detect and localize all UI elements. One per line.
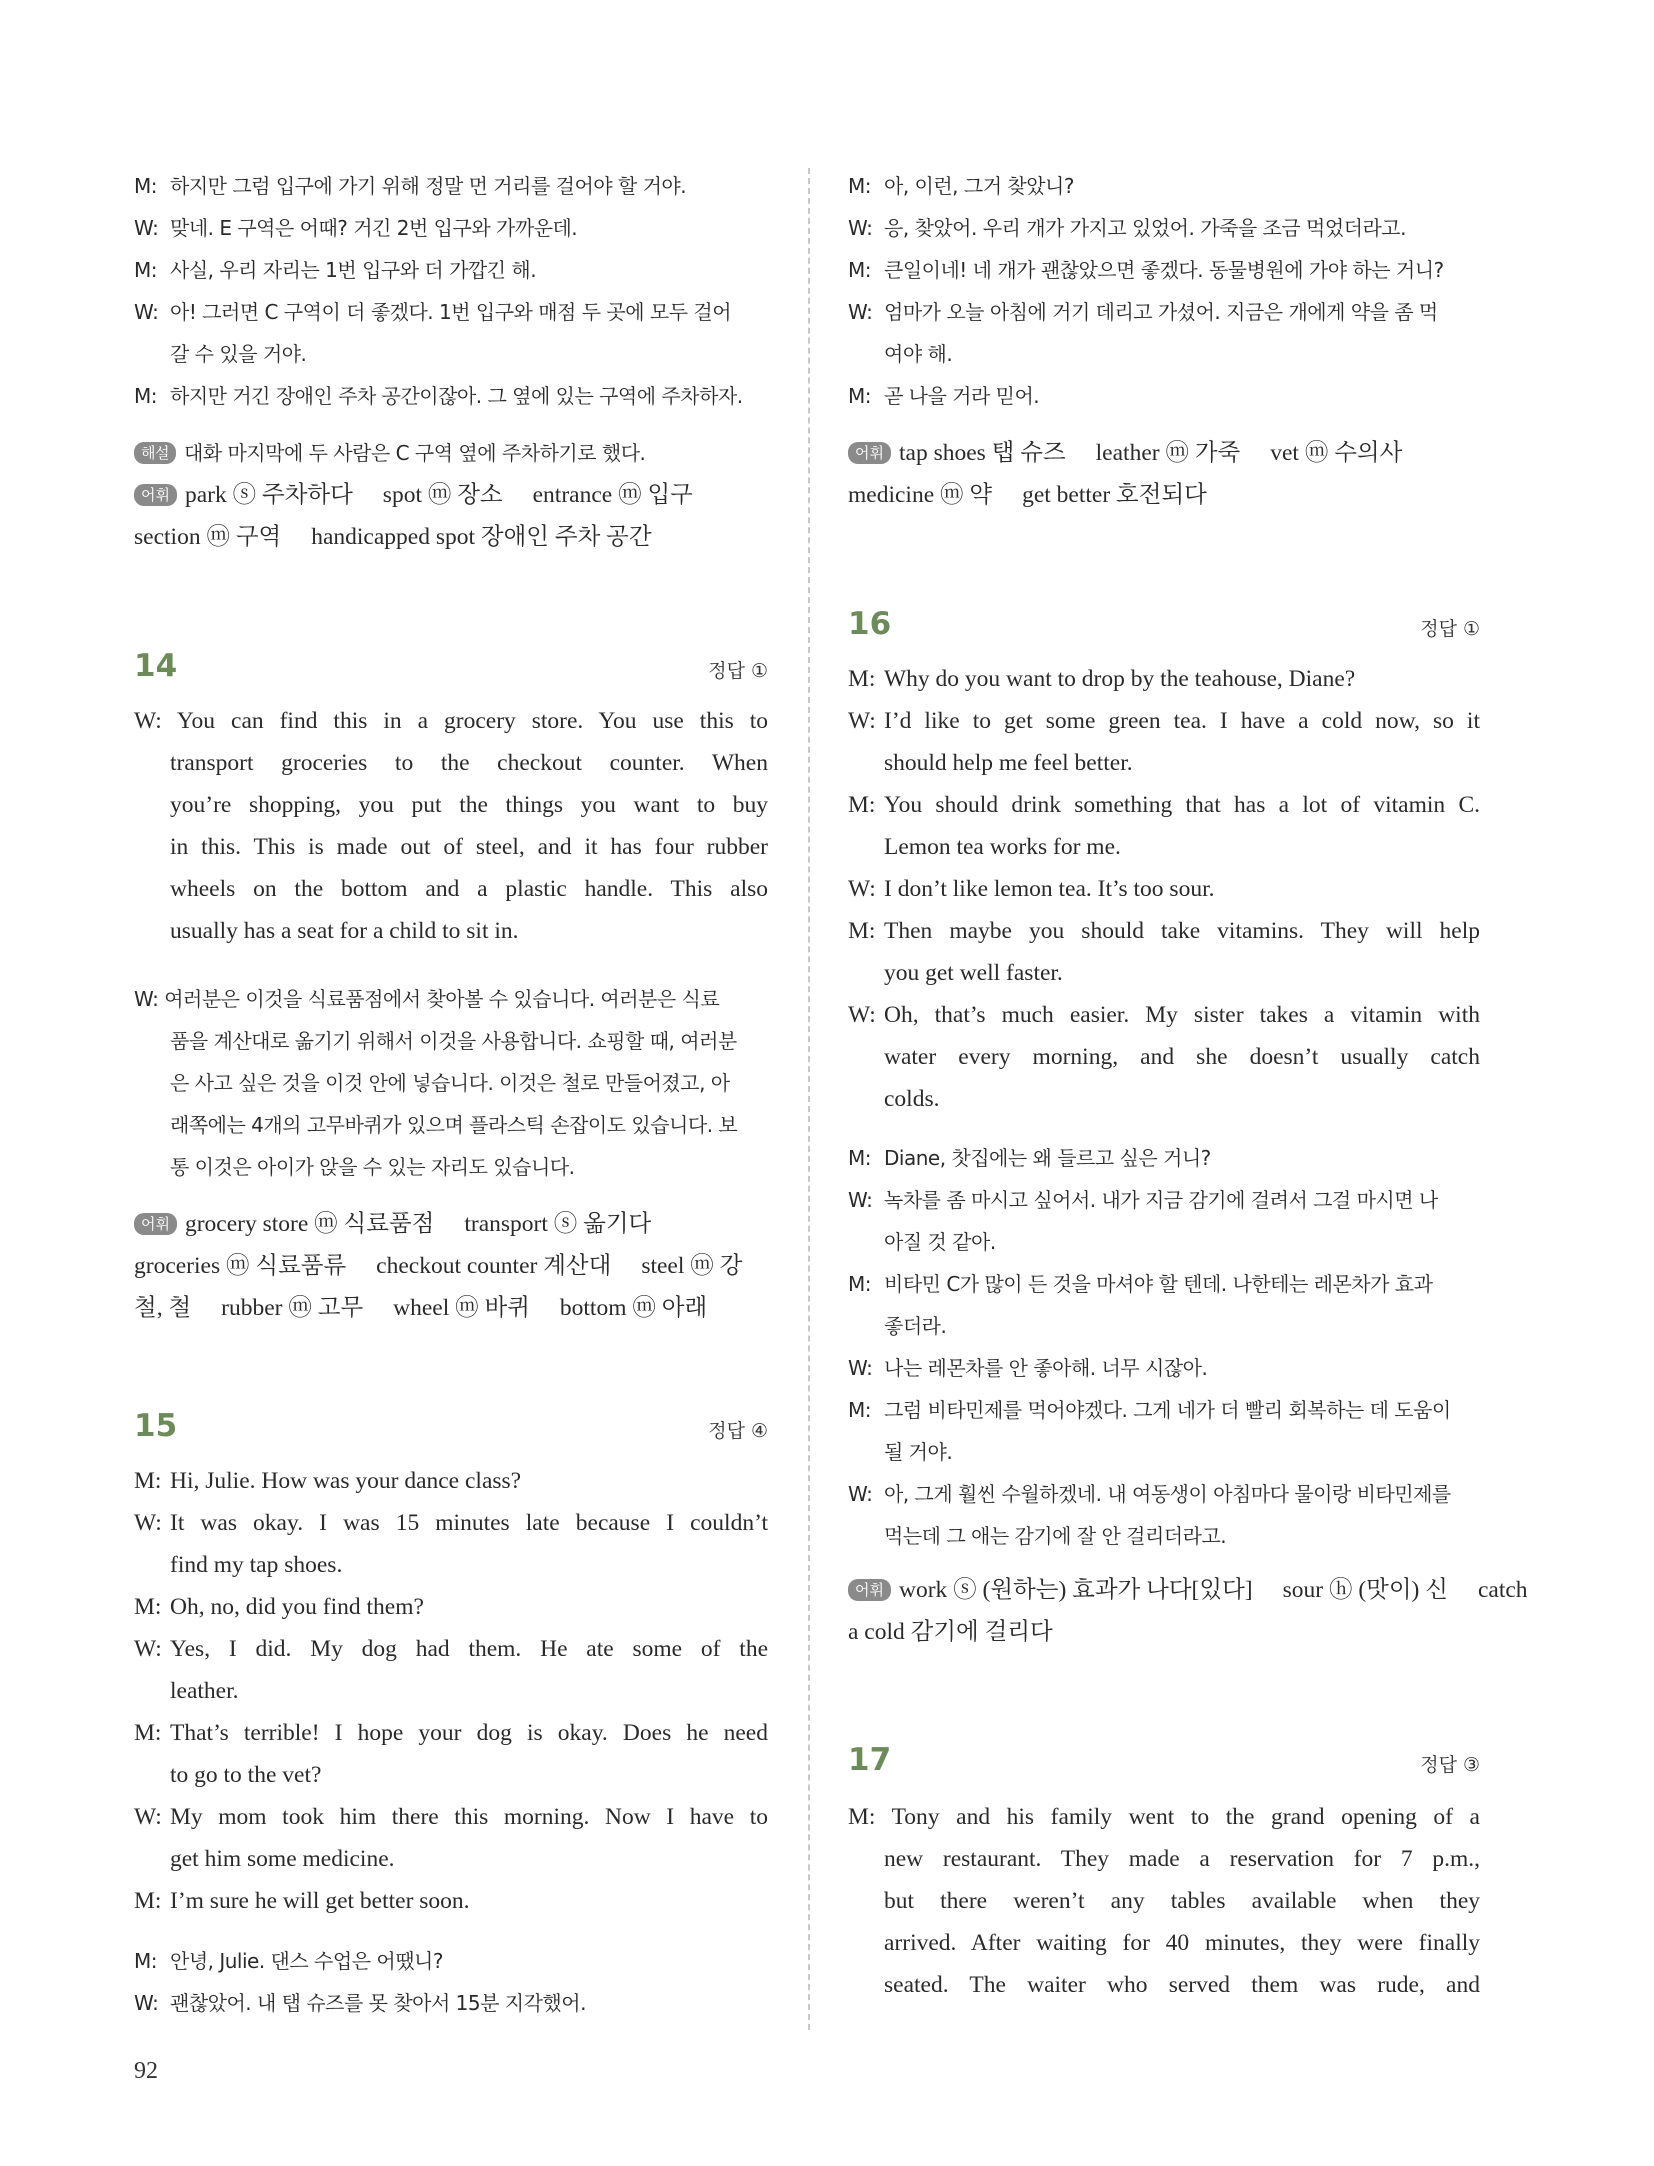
vocab-line: 철, 철 rubber ⓜ 고무 wheel ⓜ 바퀴 bottom ⓜ 아래 [134,1295,708,1321]
dialogue-line: W: 아! 그러면 C 구역이 더 좋겠다. 1번 입구와 매점 두 곳에 모두 걸어 [134,300,732,324]
answer-label: 정답 ④ [708,1420,768,1442]
passage-line: usually has a seat for a child to sit in. [170,918,519,944]
explanation-line: 해설 대화 마지막에 두 사람은 C 구역 옆에 주차하기로 했다. [134,432,768,474]
dialogue-line: M: That’s terrible! I hope your dog is okay. Does he need [134,1720,768,1746]
translation-line: W: 녹차를 좀 마시고 싶어서. 내가 지금 감기에 걸려서 그걸 마시면 나 [848,1188,1438,1212]
vocab-line: a cold 감기에 걸리다 [848,1619,1053,1645]
vocab-line: 어휘 park ⓢ 주차하다 spot ⓜ 장소 entrance ⓜ 입구 [134,474,768,516]
translation-line: 래쪽에는 4개의 고무바퀴가 있으며 플라스틱 손잡이도 있습니다. 보 [170,1113,738,1137]
dialogue-line: M: 사실, 우리 자리는 1번 입구와 더 가깝긴 해. [134,258,537,282]
dialogue-line: M: Why do you want to drop by the teahouse, Diane? [848,666,1356,692]
passage-line: you’re shopping, you put the things you want to buy [170,792,768,818]
vocab-line: groceries ⓜ 식료품류 checkout counter 계산대 steel ⓜ 강 [134,1253,743,1279]
dialogue-line: W: I’d like to get some green tea. I have a cold now, so it [848,708,1480,734]
vocab-line: 어휘 grocery store ⓜ 식료품점 transport ⓢ 옮기다 [134,1203,768,1245]
dialogue-line: M: You should drink something that has a lot of vitamin C. [848,792,1480,818]
dialogue-line: colds. [884,1086,940,1112]
question-number: 14 [134,648,178,684]
dialogue-line: W: It was okay. I was 15 minutes late because I couldn’t [134,1510,768,1536]
question-number: 16 [848,606,892,642]
translation-line: M: Diane, 찻집에는 왜 들르고 싶은 거니? [848,1146,1211,1170]
passage-line: wheels on the bottom and a plastic handle. This also [170,876,768,902]
dialogue-line: you get well faster. [884,960,1063,986]
translation-line: M: 안녕, Julie. 댄스 수업은 어땠니? [134,1949,443,1973]
explanation-badge: 해설 [134,442,176,464]
translation-line: 통 이것은 아이가 앉을 수 있는 자리도 있습니다. [170,1155,575,1179]
dialogue-line: W: My mom took him there this morning. Now I have to [134,1804,768,1830]
dialogue-line: to go to the vet? [170,1762,322,1788]
translation-line: W: 괜찮았어. 내 탭 슈즈를 못 찾아서 15분 지각했어. [134,1991,586,2015]
passage-line: transport groceries to the checkout counter. When [170,750,768,776]
translation-line: 좋더라. [884,1314,947,1338]
dialogue-line: leather. [170,1678,239,1704]
passage-line: seated. The waiter who served them was rude, and [884,1972,1480,1998]
translation-line: 먹는데 그 애는 감기에 잘 안 걸리더라고. [884,1524,1227,1548]
answer-label: 정답 ① [708,660,768,682]
translation-line: 될 거야. [884,1440,953,1464]
dialogue-line: W: Oh, that’s much easier. My sister takes a vitamin with [848,1002,1480,1028]
translation-line: W: 여러분은 이것을 식료품점에서 찾아볼 수 있습니다. 여러분은 식료 [134,987,720,1011]
dialogue-line: W: I don’t like lemon tea. It’s too sour. [848,876,1215,902]
vocab-line: section ⓜ 구역 handicapped spot 장애인 주차 공간 [134,524,652,550]
dialogue-line: M: I’m sure he will get better soon. [134,1888,470,1914]
question-number: 15 [134,1408,178,1444]
dialogue-line: 갈 수 있을 거야. [170,342,307,366]
dialogue-line: M: Hi, Julie. How was your dance class? [134,1468,522,1494]
passage-line: arrived. After waiting for 40 minutes, they were finally [884,1930,1480,1956]
vocab-line: medicine ⓜ 약 get better 호전되다 [848,482,1207,508]
vocab-badge: 어휘 [134,1213,177,1235]
answer-label: 정답 ③ [1420,1754,1480,1776]
passage-line: new restaurant. They made a reservation for 7 p.m., [884,1846,1480,1872]
dialogue-line: W: Yes, I did. My dog had them. He ate some of the [134,1636,768,1662]
dialogue-line: M: Then maybe you should take vitamins. They will help [848,918,1480,944]
vocab-badge: 어휘 [848,1579,891,1601]
passage-line: W: You can find this in a grocery store. You use this to [134,708,768,734]
dialogue-line: M: 하지만 거긴 장애인 주차 공간이잖아. 그 옆에 있는 구역에 주차하자. [134,384,743,408]
dialogue-line: M: 큰일이네! 네 개가 괜찮았으면 좋겠다. 동물병원에 가야 하는 거니? [848,258,1444,282]
translation-line: 은 사고 싶은 것을 이것 안에 넣습니다. 이것은 철로 만들어졌고, 아 [170,1071,730,1095]
dialogue-line: should help me feel better. [884,750,1133,776]
dialogue-line: water every morning, and she doesn’t usually catch [884,1044,1480,1070]
translation-line: 품을 계산대로 옮기기 위해서 이것을 사용합니다. 쇼핑할 때, 여러분 [170,1029,737,1053]
passage-line: but there weren’t any tables available when they [884,1888,1480,1914]
dialogue-line: get him some medicine. [170,1846,395,1872]
dialogue-line: find my tap shoes. [170,1552,343,1578]
dialogue-line: W: 엄마가 오늘 아침에 거기 데리고 가셨어. 지금은 개에게 약을 좀 먹 [848,300,1438,324]
dialogue-line: W: 맞네. E 구역은 어때? 거긴 2번 입구와 가까운데. [134,216,578,240]
vocab-badge: 어휘 [848,442,891,464]
dialogue-line: W: 응, 찾았어. 우리 개가 가지고 있었어. 가죽을 조금 먹었더라고. [848,216,1406,240]
dialogue-line: Lemon tea works for me. [884,834,1121,860]
translation-line: W: 아, 그게 훨씬 수월하겠네. 내 여동생이 아침마다 물이랑 비타민제를 [848,1482,1451,1506]
translation-line: M: 그럼 비타민제를 먹어야겠다. 그게 네가 더 빨리 회복하는 데 도움이 [848,1398,1451,1422]
vocab-line: 어휘 work ⓢ (원하는) 효과가 나다[있다] sour ⓗ (맛이) 신 catch [848,1569,1480,1611]
dialogue-line: M: 하지만 그럼 입구에 가기 위해 정말 먼 거리를 걸어야 할 거야. [134,174,687,198]
column-divider [808,168,810,2030]
page-number: 92 [134,2058,158,2084]
translation-line: W: 나는 레몬차를 안 좋아해. 너무 시잖아. [848,1356,1208,1380]
translation-line: 아질 것 같아. [884,1230,996,1254]
translation-line: M: 비타민 C가 많이 든 것을 마셔야 할 텐데. 나한테는 레몬차가 효과 [848,1272,1433,1296]
passage-line: M: Tony and his family went to the grand opening of a [848,1804,1480,1830]
dialogue-line: M: 곧 나을 거라 믿어. [848,384,1040,408]
vocab-badge: 어휘 [134,484,177,506]
dialogue-line: M: Oh, no, did you find them? [134,1594,424,1620]
dialogue-line: 여야 해. [884,342,953,366]
vocab-line: 어휘 tap shoes 탭 슈즈 leather ⓜ 가죽 vet ⓜ 수의사 [848,432,1480,474]
dialogue-line: M: 아, 이런, 그거 찾았니? [848,174,1074,198]
answer-label: 정답 ① [1420,618,1480,640]
passage-line: in this. This is made out of steel, and it has four rubber [170,834,768,860]
question-number: 17 [848,1742,892,1778]
